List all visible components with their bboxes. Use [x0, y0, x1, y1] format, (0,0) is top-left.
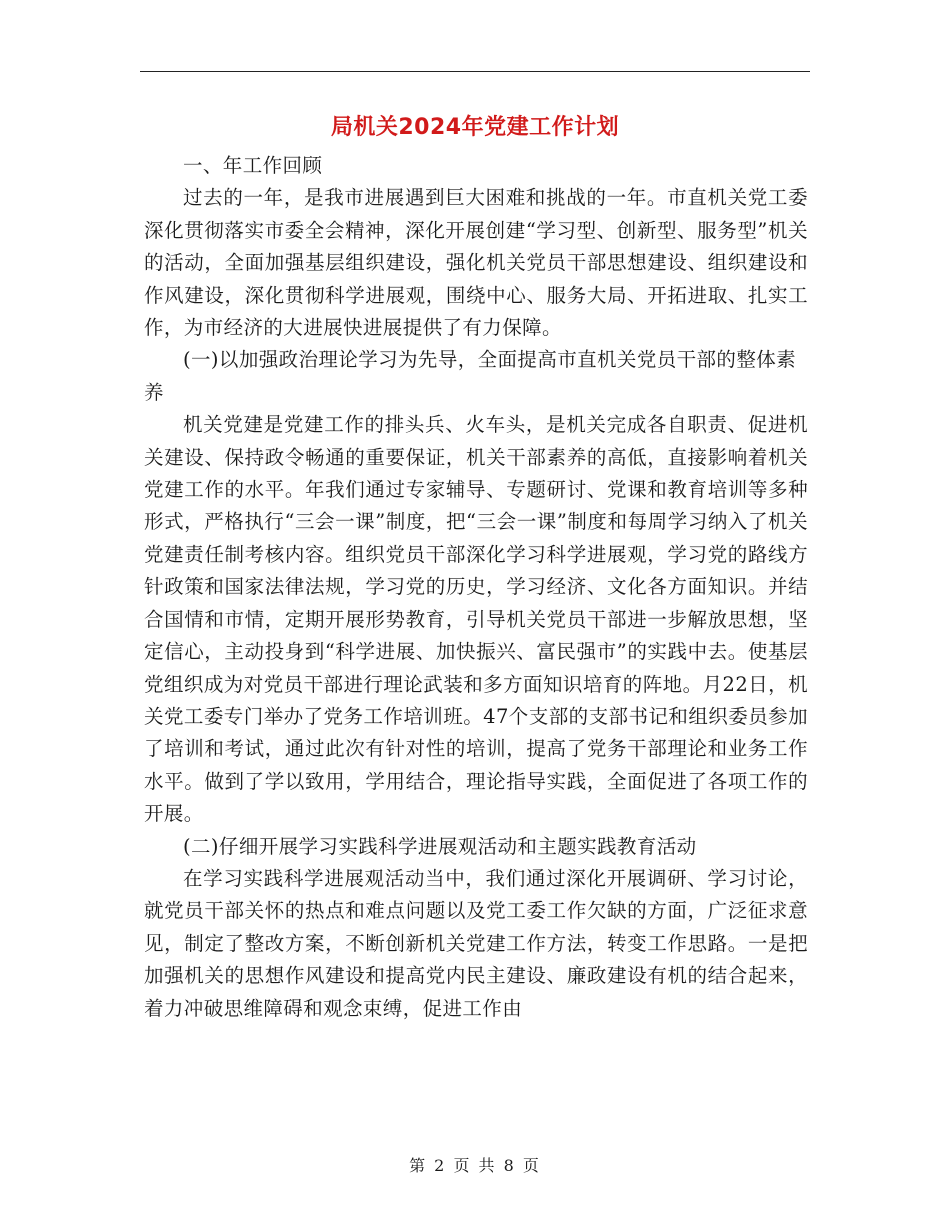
subsection-heading: (二)仔细开展学习实践科学进展观活动和主题实践教育活动 [183, 834, 697, 858]
subsection-heading: (一)以加强政治理论学习为先导，全面提高市直机关党员干部的整体素养 [144, 348, 797, 404]
body-paragraph: 过去的一年，是我市进展遇到巨大困难和挑战的一年。市直机关党工委深化贯彻落实市委全会精神，深化开展创建“学习型、创新型、服务型”机关的活动，全面加强基层组织建设，强化机关党员干部思想建设、组织建设和作风建设，深化贯彻科学进展观，围绕中心、服务大局、开拓进取、扎实工作，为市经济的大进展快进展提供了有力保障。 [144, 186, 808, 340]
body-paragraph: 机关党建是党建工作的排头兵、火车头，是机关完成各自职责、促进机关建设、保持政令畅通的重要保证，机关干部素养的高低，直接影响着机关党建工作的水平。年我们通过专家辅导、专题研讨、党课和教育培训等多种形式，严格执行“三会一课”制度，把“三会一课”制度和每周学习纳入了机关党建责任制考核内容。组织党员干部深化学习科学进展观，学习党的路线方针政策和国家法律法规，学习党的历史，学习经济、文化各方面知识。并结合国情和市情，定期开展形势教育，引导机关党员干部进一步解放思想，坚定信心，主动投身到“科学进展、加快振兴、富民强市”的实践中去。使基层党组织成为对党员干部进行理论武装和多方面知识培育的阵地。月22日，机关党工委专门举办了党务工作培训班。47个支部的支部书记和组织委员参加了培训和考试，通过此次有针对性的培训，提高了党务干部理论和业务工作水平。做到了学以致用，学用结合，理论指导实践，全面促进了各项工作的开展。 [144, 413, 808, 826]
document-title: 局机关2024年党建工作计划 [330, 115, 620, 140]
section-heading: 一、年工作回顾 [183, 154, 323, 177]
body-paragraph: 在学习实践科学进展观活动当中，我们通过深化开展调研、学习讨论，就党员干部关怀的热点和难点问题以及党工委工作欠缺的方面，广泛征求意见，制定了整改方案，不断创新机关党建工作方法，转变工作思路。一是把加强机关的思想作风建设和提高党内民主建设、廉政建设有机的结合起来，着力冲破思维障碍和观念束缚，促进工作由 [144, 866, 808, 1020]
header-rule [140, 71, 810, 72]
document-body [144, 150, 808, 1025]
page-number: 第 2 页 共 8 页 [409, 1156, 541, 1175]
